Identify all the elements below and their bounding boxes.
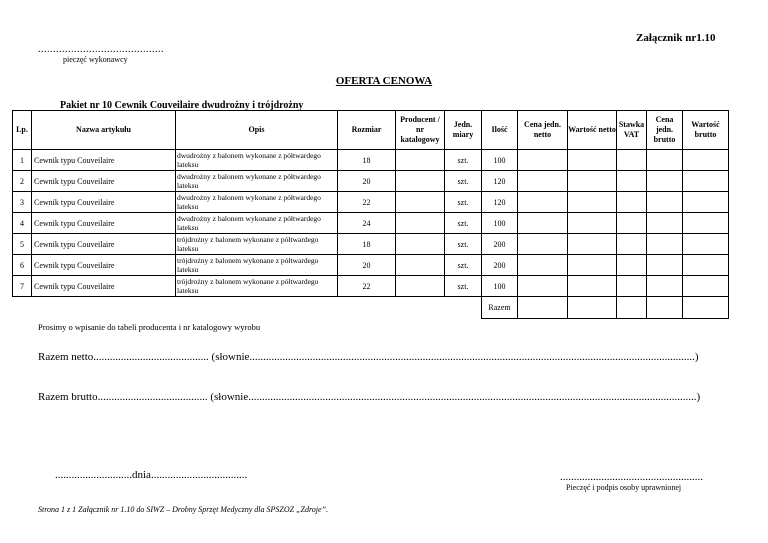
unit-price-gross-cell: [647, 150, 683, 171]
value-net-cell: [568, 234, 617, 255]
page-footer: Strona 1 z 1 Załącznik nr 1.10 do SIWZ – Drobny Sprzęt Medyczny dla SPSZOZ „Zdroje”.: [38, 505, 328, 514]
header-unit-price-gross: Cena jedn. brutto: [647, 111, 683, 150]
article-name: Cewnik typu Couveilaire: [32, 150, 176, 171]
unit-price-net-cell: [518, 192, 568, 213]
annex-number: Załącznik nr1.10: [636, 32, 716, 44]
size-cell: 18: [338, 150, 396, 171]
unit-cell: szt.: [445, 276, 482, 297]
vat-cell: [617, 276, 647, 297]
vat-cell: [617, 213, 647, 234]
article-name: Cewnik typu Couveilaire: [32, 255, 176, 276]
unit-cell: szt.: [445, 255, 482, 276]
unit-price-gross-cell: [647, 276, 683, 297]
producer-cell: [396, 255, 445, 276]
value-gross-cell: [683, 150, 729, 171]
article-name: Cewnik typu Couveilaire: [32, 276, 176, 297]
value-net-cell: [568, 255, 617, 276]
header-unit-price-net: Cena jedn. netto: [518, 111, 568, 150]
row-number: 5: [13, 234, 32, 255]
price-offer-table: [12, 110, 729, 319]
sum-vat-cell: [617, 297, 647, 319]
quantity-cell: 200: [482, 234, 518, 255]
table-row: [13, 171, 729, 192]
quantity-cell: 200: [482, 255, 518, 276]
size-cell: 20: [338, 255, 396, 276]
article-description: dwudrożny z balonem wykonane z półtwardego lateksu: [176, 192, 338, 213]
header-producer: Producent / nr katalogowy: [396, 111, 445, 150]
unit-price-net-cell: [518, 234, 568, 255]
value-gross-cell: [683, 192, 729, 213]
producer-cell: [396, 213, 445, 234]
value-gross-cell: [683, 276, 729, 297]
instruction-note: Prosimy o wpisanie do tabeli producenta i nr katalogowy wyrobu: [38, 322, 261, 332]
vat-cell: [617, 150, 647, 171]
sum-label: Razem: [482, 297, 518, 319]
sum-value-gross-cell: [683, 297, 729, 319]
article-name: Cewnik typu Couveilaire: [32, 192, 176, 213]
value-net-cell: [568, 192, 617, 213]
article-description: trójdrożny z balonem wykonane z półtwardego lateksu: [176, 255, 338, 276]
table-row: [13, 255, 729, 276]
article-name: Cewnik typu Couveilaire: [32, 171, 176, 192]
value-gross-cell: [683, 213, 729, 234]
unit-price-net-cell: [518, 255, 568, 276]
quantity-cell: 120: [482, 171, 518, 192]
size-cell: 20: [338, 171, 396, 192]
article-description: trójdrożny z balonem wykonane z półtwardego lateksu: [176, 276, 338, 297]
value-net-cell: [568, 171, 617, 192]
table-header-row: [13, 111, 729, 150]
producer-cell: [396, 276, 445, 297]
header-description: Opis: [176, 111, 338, 150]
unit-price-gross-cell: [647, 192, 683, 213]
sum-row: [13, 297, 729, 319]
header-name: Nazwa artykułu: [32, 111, 176, 150]
header-value-net: Wartość netto: [568, 111, 617, 150]
unit-price-gross-cell: [647, 171, 683, 192]
unit-cell: szt.: [445, 150, 482, 171]
unit-price-gross-cell: [647, 234, 683, 255]
producer-cell: [396, 150, 445, 171]
value-gross-cell: [683, 171, 729, 192]
value-net-cell: [568, 213, 617, 234]
sum-unit-price-gross-cell: [647, 297, 683, 319]
header-vat: Stawka VAT: [617, 111, 647, 150]
table-row: [13, 150, 729, 171]
header-lp: Lp.: [13, 111, 32, 150]
producer-cell: [396, 171, 445, 192]
sum-unit-price-net-cell: [518, 297, 568, 319]
table-row: [13, 276, 729, 297]
article-description: trójdrożny z balonem wykonane z półtwardego lateksu: [176, 234, 338, 255]
signature-placeholder: ....................................................: [560, 471, 703, 483]
unit-price-net-cell: [518, 276, 568, 297]
unit-cell: szt.: [445, 213, 482, 234]
seal-label: pieczęć wykonawcy: [63, 55, 128, 64]
sum-row-spacer: [13, 297, 482, 319]
row-number: 6: [13, 255, 32, 276]
vat-cell: [617, 255, 647, 276]
quantity-cell: 120: [482, 192, 518, 213]
total-gross-line: Razem brutto........................................ (słownie...................................................................................................................................................................): [38, 391, 701, 403]
signature-label: Pieczęć i podpis osoby uprawnionej: [566, 483, 682, 492]
unit-price-net-cell: [518, 213, 568, 234]
header-value-gross: Wartość brutto: [683, 111, 729, 150]
table-row: [13, 234, 729, 255]
article-name: Cewnik typu Couveilaire: [32, 213, 176, 234]
article-description: dwudrożny z balonem wykonane z półtwardego lateksu: [176, 171, 338, 192]
row-number: 2: [13, 171, 32, 192]
header-size: Rozmiar: [338, 111, 396, 150]
package-title: Pakiet nr 10 Cewnik Couveilaire dwudrożny i trójdrożny: [60, 100, 304, 111]
article-name: Cewnik typu Couveilaire: [32, 234, 176, 255]
quantity-cell: 100: [482, 213, 518, 234]
unit-cell: szt.: [445, 192, 482, 213]
unit-cell: szt.: [445, 234, 482, 255]
size-cell: 22: [338, 192, 396, 213]
quantity-cell: 100: [482, 276, 518, 297]
unit-price-gross-cell: [647, 255, 683, 276]
quantity-cell: 100: [482, 150, 518, 171]
unit-price-net-cell: [518, 150, 568, 171]
value-net-cell: [568, 276, 617, 297]
table-row: [13, 192, 729, 213]
size-cell: 24: [338, 213, 396, 234]
value-net-cell: [568, 150, 617, 171]
header-unit: Jedn. miary: [445, 111, 482, 150]
date-line: ............................dnia...................................: [55, 469, 248, 481]
unit-price-net-cell: [518, 171, 568, 192]
size-cell: 22: [338, 276, 396, 297]
table-row: [13, 213, 729, 234]
vat-cell: [617, 171, 647, 192]
value-gross-cell: [683, 255, 729, 276]
row-number: 4: [13, 213, 32, 234]
row-number: 7: [13, 276, 32, 297]
seal-placeholder: ..........................................: [38, 44, 164, 55]
unit-price-gross-cell: [647, 213, 683, 234]
size-cell: 18: [338, 234, 396, 255]
vat-cell: [617, 234, 647, 255]
sum-value-net-cell: [568, 297, 617, 319]
document-title: OFERTA CENOWA: [335, 75, 433, 87]
producer-cell: [396, 192, 445, 213]
total-net-line: Razem netto.......................................... (słownie..................................................................................................................................................................): [38, 351, 699, 363]
header-quantity: Ilość: [482, 111, 518, 150]
article-description: dwudrożny z balonem wykonane z półtwardego lateksu: [176, 213, 338, 234]
value-gross-cell: [683, 234, 729, 255]
row-number: 3: [13, 192, 32, 213]
article-description: dwudrożny z balonem wykonane z półtwardego lateksu: [176, 150, 338, 171]
unit-cell: szt.: [445, 171, 482, 192]
producer-cell: [396, 234, 445, 255]
row-number: 1: [13, 150, 32, 171]
vat-cell: [617, 192, 647, 213]
